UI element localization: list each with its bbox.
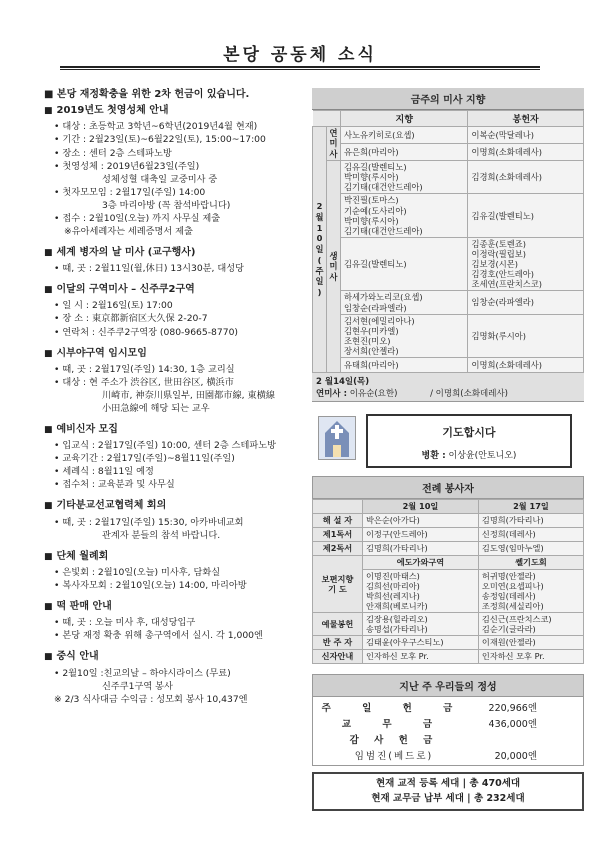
- section-heading: 세계 병자의 날 미사 (교구행사): [56, 246, 196, 258]
- role-label: 예물봉헌: [313, 613, 363, 636]
- offering-value: 20,000엔: [494, 751, 537, 763]
- section-line: 성체성혈 대축일 교중미사 중: [102, 173, 218, 185]
- offering-label: 주 일 헌 금: [321, 703, 467, 715]
- giver-cell: 임창순(라파엘라): [468, 291, 584, 314]
- liturgy-table: [312, 499, 584, 664]
- giver-cell: 김종훈(토렌죠) 이정락(필립보) 김보경(시몬) 김경호(안드레아) 조세연(프란치스코): [468, 237, 584, 291]
- title-rule: [60, 69, 540, 70]
- section-line: • 장 소 : 東京都新宿区大久保 2-20-7: [54, 313, 208, 325]
- prayer-name: 이상윤(안토니오): [448, 451, 517, 462]
- prayer-label: 병환 :: [421, 451, 446, 462]
- intent-cell: 사노유키히로(요셉): [341, 127, 468, 144]
- section-line: • 대상 : 초등학교 3학년~6학년(2019년4월 현재): [54, 121, 258, 133]
- section-line: • 접수 : 2월10일(오늘) 까지 사무실 제출: [54, 212, 221, 224]
- section-shibuya: [44, 347, 306, 415]
- intent-cell: 유은희(마리아): [341, 144, 468, 161]
- role-label: 제2독서: [313, 542, 363, 556]
- square-bullet-icon: ■: [44, 652, 53, 663]
- section-line: • 은빛회 : 2월10일(오늘) 미사후, 담화실: [54, 566, 221, 578]
- prayer-title: 기도합시다: [442, 426, 496, 440]
- mass-intention-title: 금주의 미사 지향: [312, 88, 584, 110]
- mass-date-label: 2 월 1 0 일 ( 주 일 ): [313, 127, 327, 373]
- server-cell: 이정구(안드레아): [363, 528, 479, 542]
- section-meal: [44, 650, 306, 705]
- section-confirmation: [44, 104, 306, 238]
- section-line: • 첫자모모임 : 2월17일(주일) 14:00: [54, 186, 206, 198]
- section-heading: 이달의 구역미사 – 신주쿠2구역: [56, 284, 195, 296]
- intent-cell: 김유길(발렌티노): [341, 237, 468, 291]
- section-line: • 때, 곳 : 2월11일(월,休日) 13시30분, 대성당: [54, 263, 245, 275]
- server-cell: 이재원(안젤라): [478, 636, 583, 650]
- offering-value: 220,966엔: [488, 703, 537, 715]
- section-line: • 때, 곳 : 오늘 미사 후, 대성당입구: [54, 617, 196, 629]
- section-heading: 기타분교선교협력체 회의: [56, 500, 167, 512]
- col-giver-header: 봉헌자: [468, 111, 584, 127]
- role-label: 보편지향 기 도: [313, 556, 363, 613]
- section-heading: 시부야구역 임시모임: [56, 347, 147, 359]
- feb14-giver: / 이명희(소화데레사): [430, 389, 508, 400]
- section-line: • 때, 곳 : 2월17일(주일) 15:30, 아카바네교회: [54, 516, 244, 528]
- feb14-label: 연미사 :: [316, 389, 347, 400]
- section-heading: 떡 판매 안내: [56, 601, 112, 613]
- server-cell: 김명희(가타리나): [478, 514, 583, 528]
- section-line: 관계자 분들의 참석 바랍니다.: [102, 529, 221, 541]
- section-line: • 입교식 : 2월17일(주일) 10:00, 센터 2층 스테파노방: [54, 440, 277, 452]
- role-label: 해 설 자: [313, 514, 363, 528]
- section-line: • 첫영성체 : 2019년6월23일(주일): [54, 160, 200, 172]
- team-label: 에도가와구역: [363, 556, 479, 570]
- intro-notice: ■ 본당 재정확충을 위한 2차 헌금이 있습니다.: [44, 89, 250, 100]
- page-title: 본당 공동체 소식: [223, 45, 377, 65]
- section-group-meeting: [44, 550, 306, 592]
- section-line: • 연락처 : 신주쿠2구역장 (080-9665-8770): [54, 326, 239, 338]
- section-line: • 교육기간 : 2월17일(주일)~8월11일(주일): [54, 453, 235, 465]
- church-icon: [318, 416, 356, 460]
- section-line: • 복사자모회 : 2월10일(오늘) 14:00, 마리아방: [54, 580, 247, 591]
- giver-cell: 김명화(루시아): [468, 314, 584, 357]
- section-catechumen: [44, 423, 306, 491]
- team-label: 쎌기도회: [478, 556, 583, 570]
- liturgy-title: 전례 봉사자: [312, 476, 584, 499]
- giver-cell: 이명희(소화데레사): [468, 144, 584, 161]
- section-mission: [44, 499, 306, 541]
- title-rule: [60, 66, 540, 68]
- section-line: • 세례식 : 8월11일 예정: [54, 466, 154, 478]
- date2-header: 2월 17일: [478, 500, 583, 514]
- server-cell: 인자하신 모후 Pr.: [478, 650, 583, 664]
- intent-cell: 박진필(토마스) 기순예(도사리아) 박미향(루시아) 김기태(대건안드레아): [341, 194, 468, 237]
- feb14-date: 2 월14일(목): [316, 377, 370, 388]
- section-line: • 일 시 : 2월16일(토) 17:00: [54, 300, 173, 312]
- role-label: 반 주 자: [313, 636, 363, 650]
- section-ricecake: [44, 600, 306, 642]
- giver-cell: 김경희(소화데레사): [468, 161, 584, 194]
- role-label: 제1독서: [313, 528, 363, 542]
- server-cell: 박은순(아가다): [363, 514, 479, 528]
- square-bullet-icon: ■: [44, 602, 53, 613]
- section-line: ※ 2/3 식사대금 수익금 : 성모회 봉사 10,437엔: [54, 693, 248, 705]
- col-intent-header: 지향: [341, 111, 468, 127]
- section-heading: 단체 월례회: [56, 550, 109, 562]
- section-line: • 2월10일 :친교의날 – 하야시라이스 (무료): [54, 667, 231, 679]
- square-bullet-icon: ■: [44, 106, 53, 117]
- section-line: 小田急線에 해당 되는 교우: [102, 402, 210, 414]
- square-bullet-icon: ■: [44, 551, 53, 562]
- square-bullet-icon: ■: [44, 285, 53, 296]
- section-heading: 예비신자 모집: [56, 424, 118, 435]
- server-cell: 김장용(힐라리오) 송명섭(가타리나): [363, 613, 479, 636]
- offering-title: 지난 주 우리들의 정성: [312, 674, 584, 697]
- section-heading: 2019년도 첫영성체 안내: [56, 105, 169, 117]
- section-line: 川崎市, 神奈川県일부, 田園都市線, 東横線: [102, 389, 276, 401]
- server-cell: 인자하신 모후 Pr.: [363, 650, 479, 664]
- server-cell: 김도영(임마누엘): [478, 542, 583, 556]
- offering-value: 436,000엔: [488, 719, 537, 731]
- section-line: 신주쿠1구역 봉사: [102, 680, 173, 692]
- server-cell: 신정희(데레사): [478, 528, 583, 542]
- giver-cell: 이명희(소화데레사): [468, 358, 584, 373]
- offering-box: [312, 697, 584, 766]
- server-cell: 이명진(마태스) 김희선(마리아) 박희선(레지나) 안재희(베로니카): [363, 570, 479, 613]
- offering-name: 임범진(베드로): [354, 751, 434, 763]
- info-column: [312, 88, 584, 811]
- yeon-mass-label: 연 미 사: [327, 127, 341, 161]
- server-cell: 김명희(가타리나): [363, 542, 479, 556]
- feb14-intent: 이유순(요한): [349, 389, 398, 400]
- section-sick-mass: [44, 246, 306, 275]
- date1-header: 2월 10일: [363, 500, 479, 514]
- square-bullet-icon: ■: [44, 425, 53, 435]
- intent-cell: 하세가와노리코(요셉) 임창순(라파엘라): [341, 291, 468, 314]
- section-line: • 대상 : 현 주소가 渋谷区, 世田谷区, 横浜市: [54, 376, 234, 388]
- giver-cell: 김유길(발렌티노): [468, 194, 584, 237]
- section-line: • 접수처 : 교육분과 및 사무실: [54, 479, 175, 491]
- offering-label: 감 사 헌 금: [349, 735, 439, 747]
- section-line: • 기간 : 2월23일(토)~6월22일(토), 15:00~17:00: [54, 134, 266, 146]
- server-cell: 김태윤(아우구스티노): [363, 636, 479, 650]
- intent-cell: 김서현(에밀리아나) 김현우(미카엘) 조현진(미오) 장서희(안젤라): [341, 314, 468, 357]
- giver-cell: 이복순(막달레나): [468, 127, 584, 144]
- section-line: 3층 마리아방 (꼭 참석바랍니다): [102, 199, 231, 211]
- saeng-mass-label: 생 미 사: [327, 161, 341, 373]
- section-district-mass: [44, 283, 306, 338]
- intent-cell: 유태희(마리아): [341, 358, 468, 373]
- announcements-column: [44, 88, 306, 714]
- mass-intention-table: [312, 110, 584, 373]
- census-line: 현재 교무금 납부 세대 | 총 232세대: [371, 792, 525, 804]
- role-label: 신자안내: [313, 650, 363, 664]
- section-heading: 중식 안내: [56, 651, 99, 663]
- server-cell: 김신근(프란치스코) 김순기(글라라): [478, 613, 583, 636]
- square-bullet-icon: ■: [44, 348, 53, 359]
- intent-cell: 김유길(발렌티노) 박미향(루시아) 김기태(대건안드레아): [341, 161, 468, 194]
- offering-label: 교 무 금: [341, 719, 447, 731]
- census-box: [312, 772, 584, 811]
- square-bullet-icon: ■: [44, 501, 53, 512]
- feb14-mass: [312, 373, 584, 402]
- prayer-section: [312, 410, 584, 472]
- section-line: • 때, 곳 : 2월17일(주일) 14:30, 1층 교리실: [54, 363, 235, 375]
- census-line: 현재 교적 등록 세대 | 총 470세대: [375, 778, 521, 790]
- server-cell: 허귀명(안젤라) 오미연(요셉피나) 송정임(데레사) 조정희(세실리아): [478, 570, 583, 613]
- section-line: ※유아세례자는 세례증명서 제출: [64, 225, 193, 237]
- prayer-box: [366, 414, 572, 468]
- section-line: • 본당 재정 확충 위해 총구역에서 실시. 각 1,000엔: [54, 630, 263, 642]
- square-bullet-icon: ■: [44, 247, 53, 258]
- section-line: • 장소 : 센터 2층 스테파노방: [54, 147, 172, 159]
